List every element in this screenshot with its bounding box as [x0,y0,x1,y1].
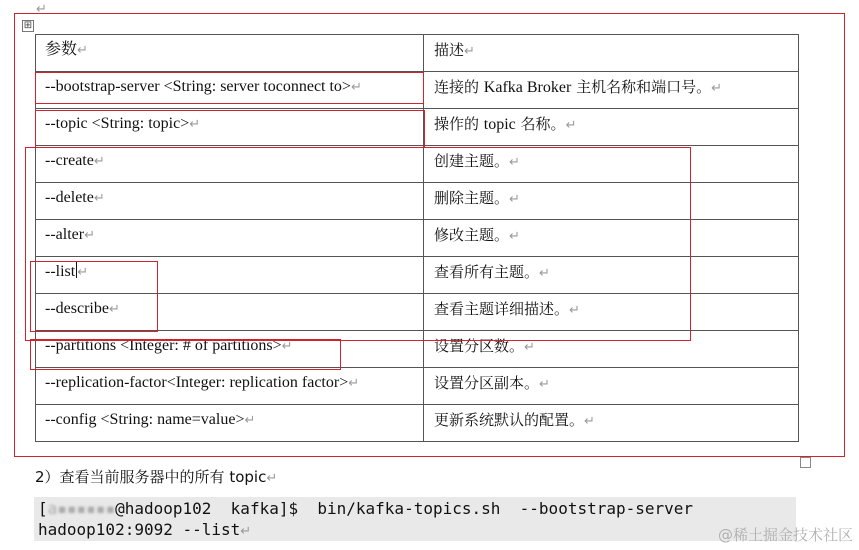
param-cell: --config <String: name=value>↵ [36,405,424,442]
watermark: @稀土掘金技术社区 [717,526,853,544]
partitions-annotation-box [30,339,341,370]
table-resize-handle[interactable] [800,457,811,468]
list-describe-annotation-box [30,261,158,332]
param-cell: --create↵ [36,146,424,183]
code-line: [a▪▪▪▪▪▪@hadoop102 kafka]$ bin/kafka-topics.sh --bootstrap-server [38,499,694,518]
desc-cell: 设置分区数。↵ [424,331,799,368]
bootstrap-server-annotation-box [35,72,424,104]
param-cell: --delete↵ [36,183,424,220]
param-cell: --topic <String: topic>↵ [36,109,424,146]
desc-cell: 操作的 topic 名称。↵ [424,109,799,146]
code-block [34,497,796,541]
param-cell: --alter↵ [36,220,424,257]
topic-annotation-box [35,110,425,148]
desc-cell: 创建主题。↵ [424,146,799,183]
desc-cell: 设置分区副本。↵ [424,368,799,405]
param-cell[interactable]: --list ↵ [36,257,424,294]
desc-cell: 更新系统默认的配置。↵ [424,405,799,442]
desc-cell: 查看所有主题。↵ [424,257,799,294]
param-cell: --bootstrap-server <String: server toconnect to>↵ [36,72,424,109]
param-cell: --describe↵ [36,294,424,331]
header-desc-cell: 描述↵ [424,35,799,72]
desc-cell: 查看主题详细描述。↵ [424,294,799,331]
desc-cell: 连接的 Kafka Broker 主机名称和端口号。↵ [424,72,799,109]
redacted-username: a▪▪▪▪▪▪ [47,499,116,518]
desc-cell: 修改主题。↵ [424,220,799,257]
param-cell: --partitions <Integer: # of partitions>↵ [36,331,424,368]
step-caption: 2）查看当前服务器中的所有 topic↵ [35,468,278,486]
table-move-handle-icon[interactable]: ⊞ [23,20,33,31]
param-cell: --replication-factor<Integer: replication factor>↵ [36,368,424,405]
desc-cell: 删除主题。↵ [424,183,799,220]
code-line: hadoop102:9092 --list↵ [38,520,252,539]
paragraph-mark: ↵ [36,2,47,17]
header-param-cell: 参数↵ [36,35,424,72]
